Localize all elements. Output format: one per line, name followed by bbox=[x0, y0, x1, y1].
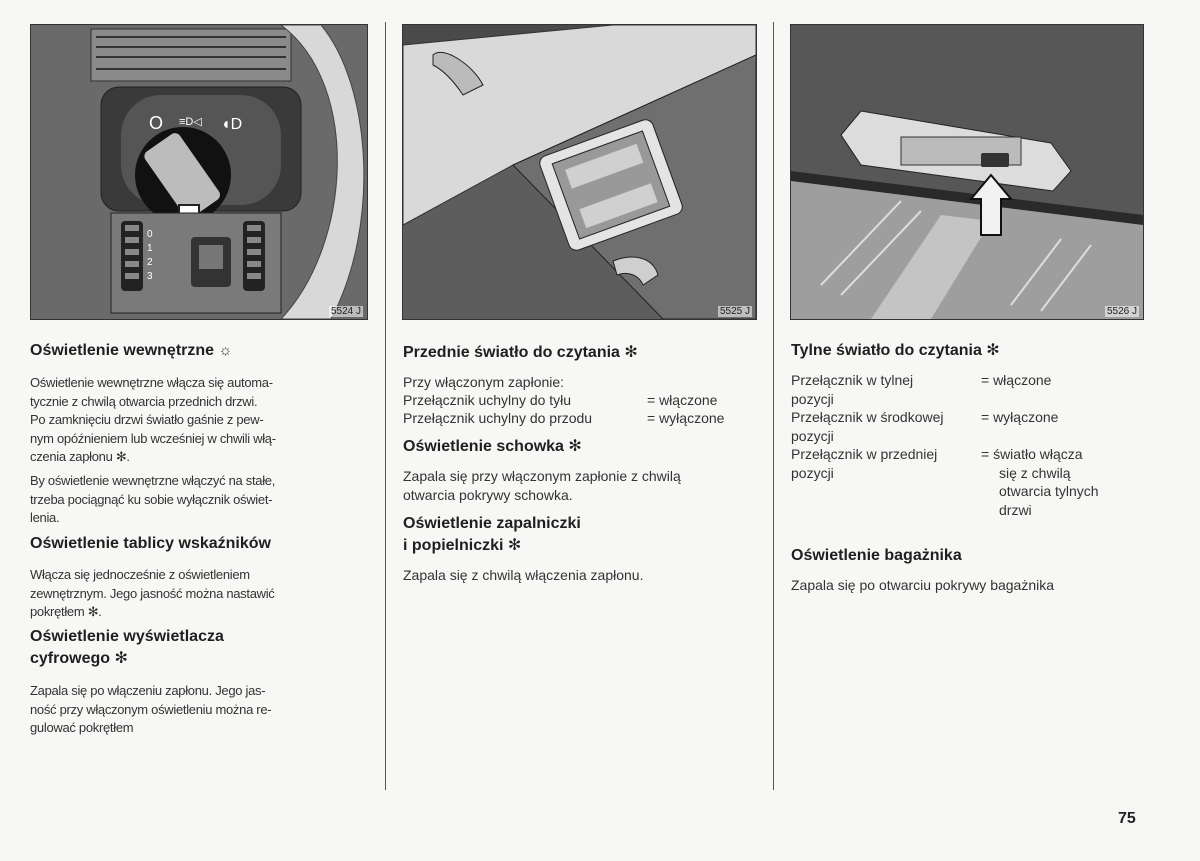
figure-code: 5526 J bbox=[1106, 306, 1137, 317]
heading-glovebox-light: Oświetlenie schowka ✻ bbox=[403, 438, 582, 455]
paragraph-interior-light-auto: Oświetlenie wewnętrzne włącza się automa- tycznie z chwilą otwarcia przednich drzwi. Po zamknięciu drzwi światło gaśnie z pew- nym opóźnieniem lub wcześniej w chwili włą- czenia zapłonu ✻. bbox=[30, 375, 276, 464]
rear-reading-row-middle: Przełącznik w środkowej pozycji = wyłączone bbox=[791, 409, 1059, 444]
figure-code: 5525 J bbox=[719, 306, 750, 317]
heading-rear-reading-light: Tylne światło do czytania ✻ bbox=[791, 342, 1000, 359]
figure-light-switch bbox=[30, 24, 368, 320]
paragraph-instrument-panel-light: Włącza się jednocześnie z oświetleniem zewnętrznym. Jego jasność można nastawić pokrętłem ✻. bbox=[30, 567, 275, 619]
paragraph-lighter-light: Zapala się z chwilą włączenia zapłonu. bbox=[403, 567, 644, 583]
svg-text:0: 0 bbox=[147, 229, 153, 240]
front-reading-intro: Przy włączonym zapłonie: bbox=[403, 374, 565, 390]
figure-rear-reading-light bbox=[790, 24, 1144, 320]
column-divider-1 bbox=[385, 22, 386, 790]
front-reading-row-front: Przełącznik uchylny do przodu = wyłączone bbox=[403, 410, 725, 426]
paragraph-display-light: Zapala się po włączeniu zapłonu. Jego jas- ność przy włączonym oświetleniu można re- gulować pokrętłem bbox=[30, 683, 272, 735]
heading-trunk-light: Oświetlenie bagażnika bbox=[791, 547, 962, 564]
heading-instrument-panel-light: Oświetlenie tablicy wskaźników bbox=[30, 535, 271, 552]
svg-text:1: 1 bbox=[147, 243, 153, 254]
heading-front-reading-light: Przednie światło do czytania ✻ bbox=[403, 344, 638, 361]
paragraph-interior-light-permanent: By oświetlenie wewnętrzne włączyć na stałe, trzeba pociągnąć ku sobie wyłącznik oświet- lenia. bbox=[30, 473, 276, 525]
figure-code: 5524 J bbox=[330, 306, 361, 317]
front-reading-row-back: Przełącznik uchylny do tyłu = włączone bbox=[403, 392, 718, 408]
figure-front-reading-light bbox=[402, 24, 757, 320]
page-number: 75 bbox=[1118, 810, 1136, 827]
heading-display-light: Oświetlenie wyświetlacza cyfrowego ✻ bbox=[30, 628, 224, 667]
svg-text:2: 2 bbox=[147, 257, 153, 268]
column-divider-2 bbox=[773, 22, 774, 790]
heading-interior-light: Oświetlenie wewnętrzne ☼ bbox=[30, 342, 233, 359]
rear-reading-row-back: Przełącznik w tylnej pozycji = włączone bbox=[791, 372, 1052, 407]
paragraph-trunk-light: Zapala się po otwarciu pokrywy bagażnika bbox=[791, 577, 1055, 593]
svg-text:3: 3 bbox=[147, 271, 153, 282]
svg-text:◖D: ◖D bbox=[221, 116, 243, 133]
paragraph-glovebox-light: Zapala się przy włączonym zapłonie z chwilą otwarcia pokrywy schowka. bbox=[403, 468, 681, 503]
svg-text:≡D◁: ≡D◁ bbox=[179, 116, 202, 128]
heading-lighter-light: Oświetlenie zapalniczki i popielniczki ✻ bbox=[403, 515, 581, 554]
svg-text:O: O bbox=[149, 113, 164, 133]
rear-reading-row-front: Przełącznik w przedniej pozycji = światło włącza się z chwilą otwarcia tylnych drzwi bbox=[791, 446, 1099, 518]
